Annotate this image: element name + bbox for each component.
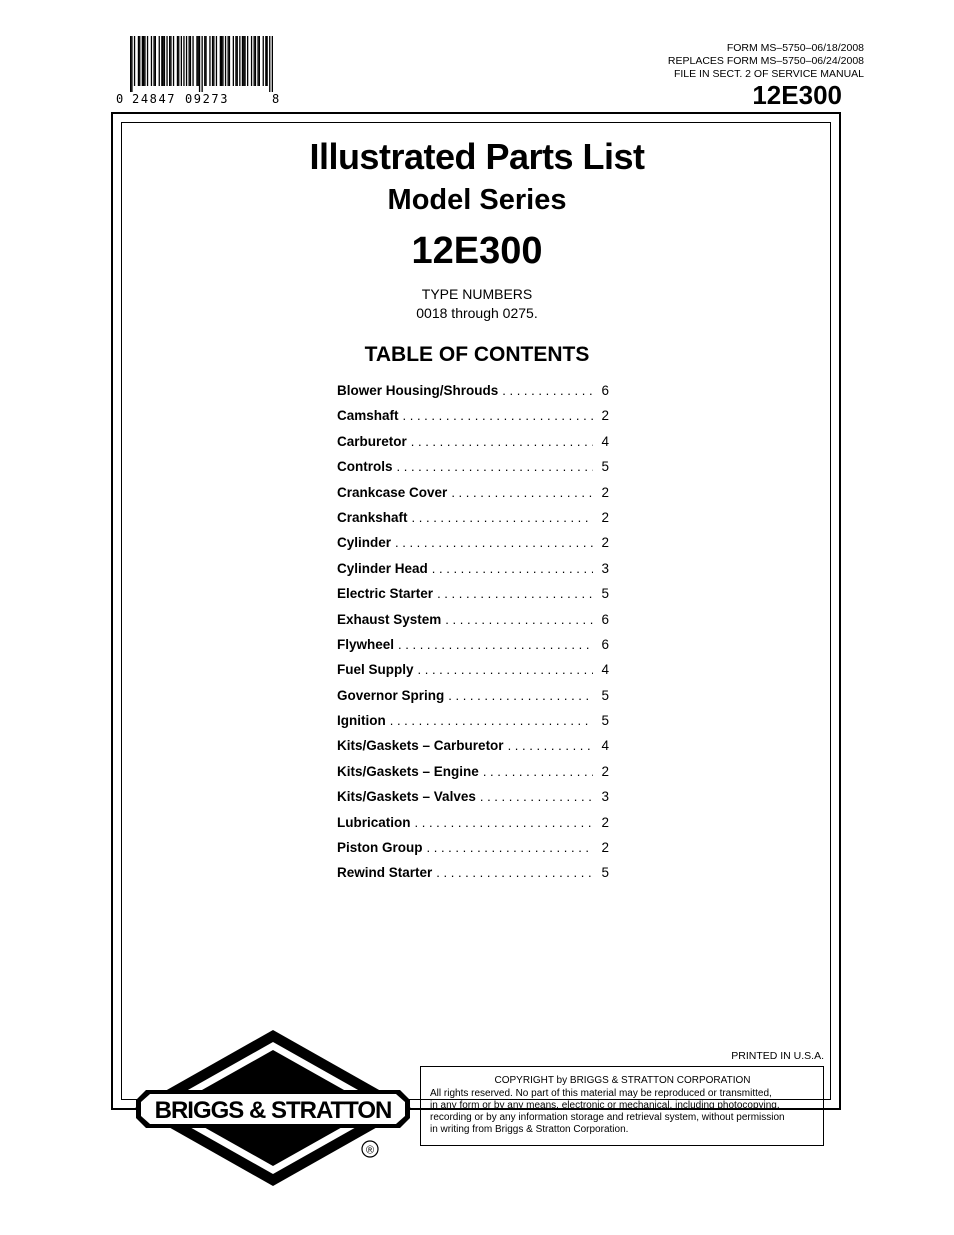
barcode: [116, 36, 286, 108]
barcode-bar: [239, 36, 240, 86]
toc-entry-page: 4: [601, 433, 609, 449]
type-numbers-label: TYPE NUMBERS: [421, 286, 533, 302]
registered-mark: ®: [365, 1144, 375, 1157]
copyright-line: All rights reserved. No part of this material may be reproduced or transmitted,: [430, 1088, 772, 1099]
toc-entry-page: 2: [601, 763, 609, 779]
barcode-bar: [213, 36, 214, 86]
barcode-bar: [233, 36, 234, 86]
toc-entry[interactable]: [337, 840, 609, 865]
barcode-bar: [130, 36, 131, 92]
toc-entry-label: Governor Spring: [337, 687, 445, 703]
barcode-middle-digits: 24847 09273: [132, 92, 230, 106]
barcode-bar: [189, 36, 190, 86]
barcode-first-digit: 0: [116, 92, 124, 106]
barcode-bar: [259, 36, 260, 86]
barcode-bar: [267, 36, 268, 86]
toc-entry[interactable]: [337, 865, 609, 890]
toc-entry[interactable]: [337, 713, 609, 738]
toc-leader-dots: [398, 637, 593, 652]
toc-entry[interactable]: [337, 485, 609, 510]
toc-entry-label: Blower Housing/Shrouds: [337, 383, 499, 398]
barcode-bar: [192, 36, 193, 86]
page-title: Illustrated Parts List: [309, 136, 645, 177]
toc-entry-page: 5: [601, 865, 609, 881]
toc-leader-dots: [397, 459, 594, 474]
barcode-bar: [265, 36, 266, 86]
barcode-bar: [164, 36, 165, 86]
toc-entry[interactable]: [337, 408, 609, 433]
toc-entry-label: Ignition: [337, 713, 386, 729]
toc-entry-page: 2: [601, 408, 609, 424]
toc-entry-label: Kits/Gaskets – Carburetor: [337, 738, 504, 754]
barcode-bar: [254, 36, 255, 86]
table-of-contents: [337, 383, 609, 891]
printed-in-usa: PRINTED IN U.S.A.: [731, 1050, 824, 1062]
copyright-box: [420, 1066, 824, 1146]
toc-entry-page: 2: [601, 840, 609, 856]
barcode-bar: [247, 36, 248, 86]
barcode-bar: [142, 36, 143, 86]
form-replaces: REPLACES FORM MS–5750–06/24/2008: [667, 55, 864, 67]
page-subtitle: Model Series: [387, 184, 567, 216]
barcode-bar: [186, 36, 187, 86]
toc-leader-dots: [415, 815, 594, 830]
barcode-bar: [205, 36, 206, 86]
barcode-bar: [221, 36, 222, 86]
copyright-title: COPYRIGHT by BRIGGS & STRATTON CORPORATION: [494, 1075, 751, 1086]
barcode-bar: [220, 36, 221, 86]
toc-leader-dots: [451, 485, 593, 500]
copyright-line: recording or by any information storage and retrieval system, without permission: [430, 1112, 785, 1123]
toc-entry[interactable]: [337, 815, 609, 840]
barcode-bar: [196, 36, 197, 86]
toc-entry[interactable]: [337, 688, 609, 713]
toc-leader-dots: [432, 561, 593, 576]
model-number-header: 12E300: [752, 80, 842, 110]
barcode-bar: [235, 36, 236, 86]
toc-leader-dots: [445, 612, 593, 627]
toc-entry[interactable]: [337, 612, 609, 637]
barcode-bar: [222, 36, 223, 86]
barcode-bar: [144, 36, 145, 86]
toc-leader-dots: [427, 840, 594, 855]
barcode-bar: [244, 36, 245, 86]
toc-leader-dots: [483, 764, 593, 779]
toc-leader-dots: [508, 738, 593, 753]
copyright-line: in any form or by any means, electronic or mechanical, including photocopying,: [430, 1100, 780, 1111]
barcode-bar: [202, 36, 203, 92]
barcode-bar: [178, 36, 179, 86]
barcode-bar: [237, 36, 238, 86]
toc-entry[interactable]: [337, 434, 609, 459]
toc-entry-label: Fuel Supply: [337, 662, 414, 678]
barcode-bar: [229, 36, 230, 86]
form-number: FORM MS–5750–06/18/2008: [726, 42, 864, 54]
toc-leader-dots: [448, 688, 593, 703]
toc-entry-label: Kits/Gaskets – Engine: [337, 763, 479, 779]
logo-diamond-graphic: [132, 1028, 414, 1188]
toc-entry-page: 4: [601, 738, 609, 754]
toc-leader-dots: [502, 383, 593, 398]
barcode-bar: [159, 36, 160, 86]
barcode-bar: [198, 36, 199, 86]
barcode-bar: [225, 36, 226, 86]
barcode-bar: [272, 36, 273, 92]
toc-entry-page: 2: [601, 535, 609, 551]
barcode-bar: [190, 36, 191, 86]
barcode-bar: [243, 36, 244, 86]
toc-entry-label: Crankshaft: [337, 509, 408, 525]
barcode-bar: [212, 36, 213, 86]
toc-entry-page: 6: [601, 383, 609, 398]
type-numbers-range: 0018 through 0275.: [416, 305, 538, 321]
barcode-bar: [183, 36, 184, 86]
briggs-stratton-logo: [132, 1028, 414, 1188]
toc-leader-dots: [437, 586, 593, 601]
toc-entry-label: Exhaust System: [337, 611, 442, 627]
toc-entry-label: Piston Group: [337, 840, 423, 856]
toc-entry-page: 5: [601, 687, 609, 703]
toc-entry[interactable]: [337, 459, 609, 484]
toc-entry-label: Carburetor: [337, 433, 407, 449]
barcode-bar: [155, 36, 156, 86]
barcode-bars: [116, 36, 286, 92]
barcode-bar: [209, 36, 210, 86]
barcode-bar: [169, 36, 170, 86]
barcode-bar: [143, 36, 144, 86]
logo-text: BRIGGS & STRATTON: [154, 1097, 392, 1124]
copyright-line: in writing from Briggs & Stratton Corporation.: [430, 1124, 629, 1135]
barcode-bar: [216, 36, 217, 86]
toc-entry-label: Cylinder Head: [337, 560, 428, 576]
toc-entry-page: 6: [601, 636, 609, 652]
toc-entry[interactable]: [337, 586, 609, 611]
barcode-last-digit: 8: [272, 92, 280, 106]
barcode-bar: [269, 36, 270, 92]
toc-entry-page: 3: [601, 789, 609, 805]
toc-entry[interactable]: [337, 789, 609, 814]
toc-entry-page: 5: [601, 586, 609, 602]
toc-entry-page: 5: [601, 713, 609, 729]
barcode-bar: [170, 36, 171, 86]
model-number: 12E300: [411, 230, 543, 272]
barcode-bar: [138, 36, 139, 86]
toc-entry-page: 6: [601, 611, 609, 627]
toc-entry-page: 2: [601, 484, 609, 500]
barcode-bar: [166, 36, 167, 86]
toc-leader-dots: [395, 535, 593, 550]
barcode-bar: [263, 36, 264, 86]
toc-leader-dots: [480, 789, 593, 804]
toc-entry-label: Controls: [337, 459, 393, 475]
form-file-location: FILE IN SECT. 2 OF SERVICE MANUAL: [673, 68, 864, 80]
barcode-bar: [163, 36, 164, 86]
toc-entry[interactable]: [337, 535, 609, 560]
toc-entry-page: 3: [601, 560, 609, 576]
toc-entry[interactable]: [337, 383, 609, 408]
toc-entry[interactable]: [337, 510, 609, 535]
toc-entry-page: 4: [601, 662, 609, 678]
toc-entry[interactable]: [337, 738, 609, 763]
toc-entry-label: Crankcase Cover: [337, 484, 448, 500]
toc-entry[interactable]: [337, 764, 609, 789]
toc-entry-label: Electric Starter: [337, 586, 434, 602]
toc-leader-dots: [403, 408, 593, 423]
barcode-bar: [151, 36, 152, 86]
toc-entry-label: Camshaft: [337, 408, 399, 424]
barcode-bar: [255, 36, 256, 86]
toc-entry[interactable]: [337, 662, 609, 687]
toc-leader-dots: [411, 434, 593, 449]
barcode-bar: [134, 36, 135, 86]
barcode-bar: [199, 36, 200, 92]
barcode-bar: [147, 36, 148, 86]
toc-entry-label: Cylinder: [337, 535, 392, 551]
toc-entry-label: Kits/Gaskets – Valves: [337, 789, 476, 805]
barcode-bar: [153, 36, 154, 86]
barcode-bar: [257, 36, 258, 86]
barcode-bar: [161, 36, 162, 86]
toc-entry-label: Lubrication: [337, 814, 411, 830]
toc-entry-page: 2: [601, 509, 609, 525]
toc-entry-label: Flywheel: [337, 636, 395, 652]
barcode-bar: [251, 36, 252, 86]
toc-entry[interactable]: [337, 561, 609, 586]
toc-entry-page: 2: [601, 814, 609, 830]
barcode-bar: [242, 36, 243, 86]
barcode-bar: [139, 36, 140, 86]
toc-leader-dots: [436, 865, 593, 880]
toc-entry-page: 5: [601, 459, 609, 475]
barcode-bar: [204, 36, 205, 86]
toc-entry[interactable]: [337, 637, 609, 662]
barcode-bar: [177, 36, 178, 86]
barcode-bar: [228, 36, 229, 86]
form-info: [668, 42, 864, 81]
barcode-bar: [131, 36, 132, 92]
toc-leader-dots: [418, 662, 593, 677]
toc-leader-dots: [412, 510, 593, 525]
barcode-bar: [173, 36, 174, 86]
toc-heading: TABLE OF CONTENTS: [364, 343, 590, 366]
toc-entry-label: Rewind Starter: [337, 865, 433, 881]
barcode-bar: [181, 36, 182, 86]
toc-leader-dots: [390, 713, 593, 728]
